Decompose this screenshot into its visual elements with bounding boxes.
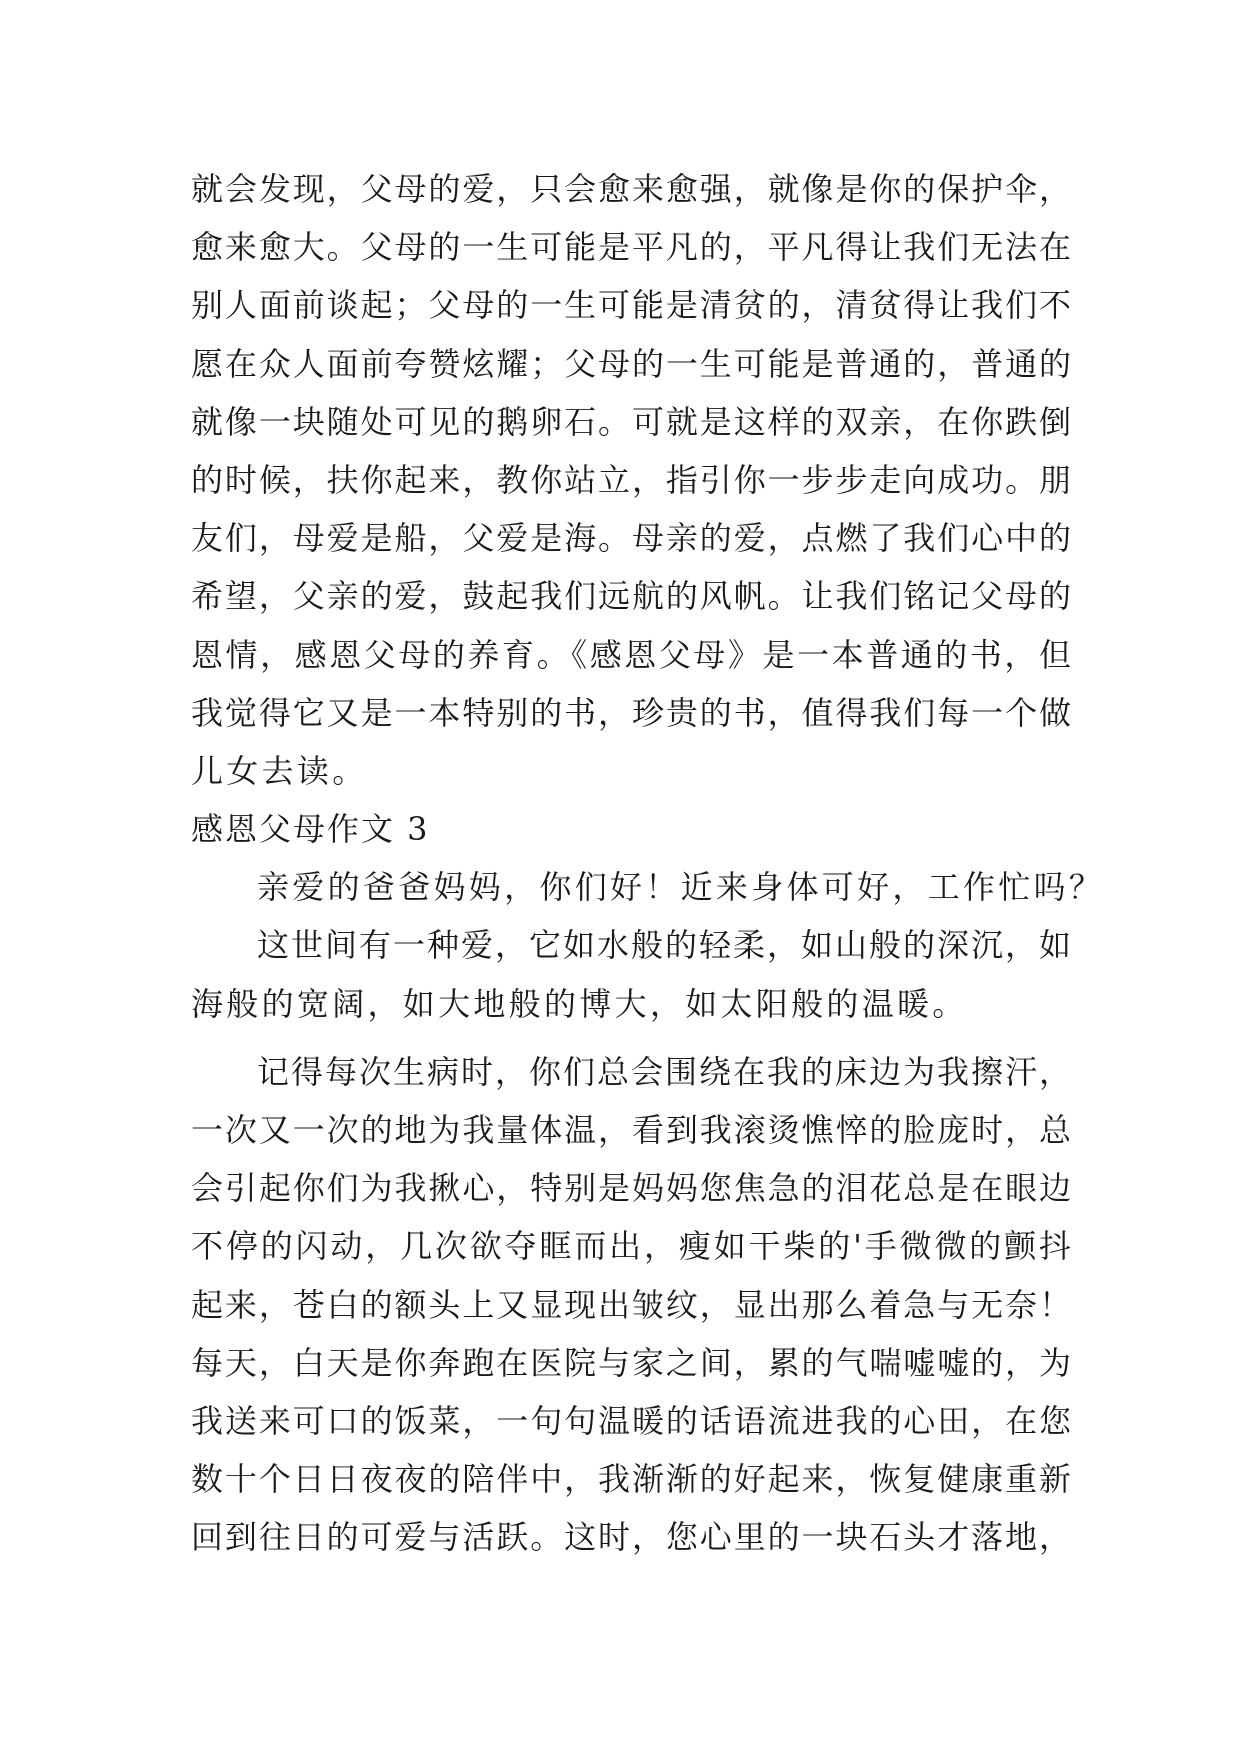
paragraph-1 bbox=[191, 160, 1071, 800]
text-line: 我觉得它又是一本特别的书，珍贵的书，值得我们每一个做 bbox=[191, 693, 1071, 732]
text-line: 这世间有一种爱，它如水般的轻柔，如山般的深沉，如 bbox=[257, 926, 1071, 965]
text-line: 记得每次生病时，你们总会围绕在我的床边为我擦汗， bbox=[257, 1052, 1071, 1091]
text-line: 希望，父亲的爱，鼓起我们远航的风帆。让我们铭记父母的 bbox=[191, 577, 1071, 616]
text-line: 每天，白天是你奔跑在医院与家之间，累的气喘嘘嘘的，为 bbox=[191, 1343, 1071, 1382]
text-line: 愈来愈大。父母的一生可能是平凡的，平凡得让我们无法在 bbox=[191, 228, 1071, 267]
text-line: 就像一块随处可见的鹅卵石。可就是这样的双亲，在你跌倒 bbox=[191, 402, 1071, 441]
text-line: 我送来可口的饭菜，一句句温暖的话语流进我的心田，在您 bbox=[191, 1401, 1071, 1440]
text-line: 儿女去读。 bbox=[191, 751, 368, 790]
text-line: 就会发现，父母的爱，只会愈来愈强，就像是你的保护伞， bbox=[191, 170, 1071, 208]
text-line: 数十个日日夜夜的陪伴中，我渐渐的好起来，恢复健康重新 bbox=[191, 1460, 1071, 1499]
paragraph-3 bbox=[191, 1043, 1071, 1567]
text-line: 不停的闪动，几次欲夺眶而出，瘦如干柴的'手微微的颤抖 bbox=[191, 1227, 1071, 1266]
section-heading: 感恩父母作文 3 bbox=[191, 810, 430, 849]
text-line: 的时候，扶你起来，教你站立，指引你一步步走向成功。朋 bbox=[191, 460, 1071, 499]
text-line: 海般的宽阔，如大地般的博大，如太阳般的温暖。 bbox=[191, 984, 968, 1023]
paragraph-2 bbox=[191, 916, 1071, 1032]
text-line: 友们，母爱是船，父爱是海。母亲的爱，点燃了我们心中的 bbox=[191, 519, 1071, 558]
text-line: 回到往日的可爱与活跃。这时，您心里的一块石头才落地， bbox=[191, 1518, 1071, 1557]
text-line: 起来，苍白的额头上又显现出皱纹，显出那么着急与无奈！ bbox=[191, 1285, 1071, 1324]
paragraph-spacer bbox=[191, 1033, 1071, 1043]
document-body bbox=[191, 160, 1105, 1567]
greeting-line: 亲爱的爸爸妈妈，你们好！近来身体可好，工作忙吗？ bbox=[257, 868, 1105, 907]
text-line: 别人面前谈起；父母的一生可能是清贫的，清贫得让我们不 bbox=[191, 286, 1071, 325]
text-line: 会引起你们为我揪心，特别是妈妈您焦急的泪花总是在眼边 bbox=[191, 1169, 1071, 1208]
text-line: 一次又一次的地为我量体温，看到我滚烫憔悴的脸庞时，总 bbox=[191, 1111, 1071, 1149]
text-line: 恩情，感恩父母的养育。《感恩父母》是一本普通的书，但 bbox=[191, 635, 1071, 674]
text-line: 愿在众人面前夸赞炫耀；父母的一生可能是普通的，普通的 bbox=[191, 344, 1071, 383]
